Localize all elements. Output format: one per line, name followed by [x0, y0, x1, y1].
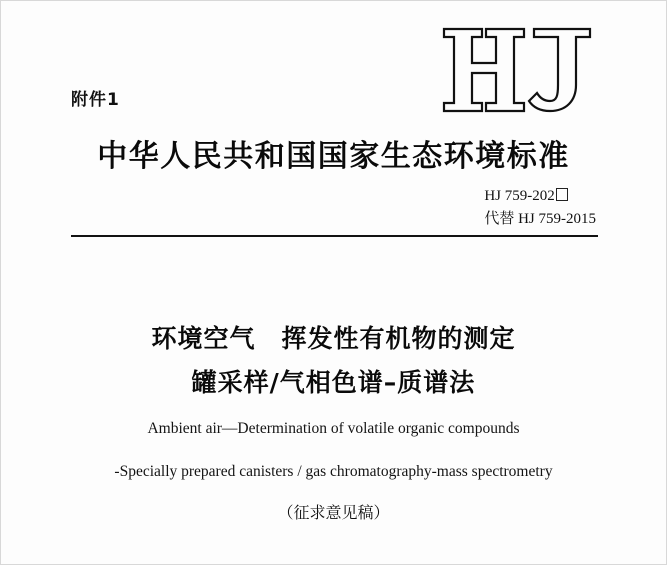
document-title-en-line1: Ambient air—Determination of volatile organic compounds	[147, 420, 520, 437]
hj-logo-icon	[438, 23, 598, 115]
draft-status-label: （征求意见稿）	[277, 503, 390, 522]
standard-number-text: HJ 759-202	[484, 188, 555, 204]
placeholder-box-icon	[556, 188, 568, 201]
standard-number-block	[484, 185, 596, 232]
attachment-label: 附件1	[71, 90, 120, 110]
replaces-standard-line: 代替 HJ 759-2015	[484, 211, 596, 228]
document-title-cn-line1: 环境空气 挥发性有机物的测定	[151, 324, 516, 353]
document-title-en-line2: -Specially prepared canisters / gas chromatography-mass spectrometry	[114, 463, 553, 480]
document-title-cn-line2: 罐采样/气相色谱–质谱法	[191, 368, 476, 397]
header-divider	[71, 235, 598, 237]
standard-number-line	[484, 185, 596, 208]
standard-authority-title: 中华人民共和国国家生态环境标准	[97, 139, 570, 174]
